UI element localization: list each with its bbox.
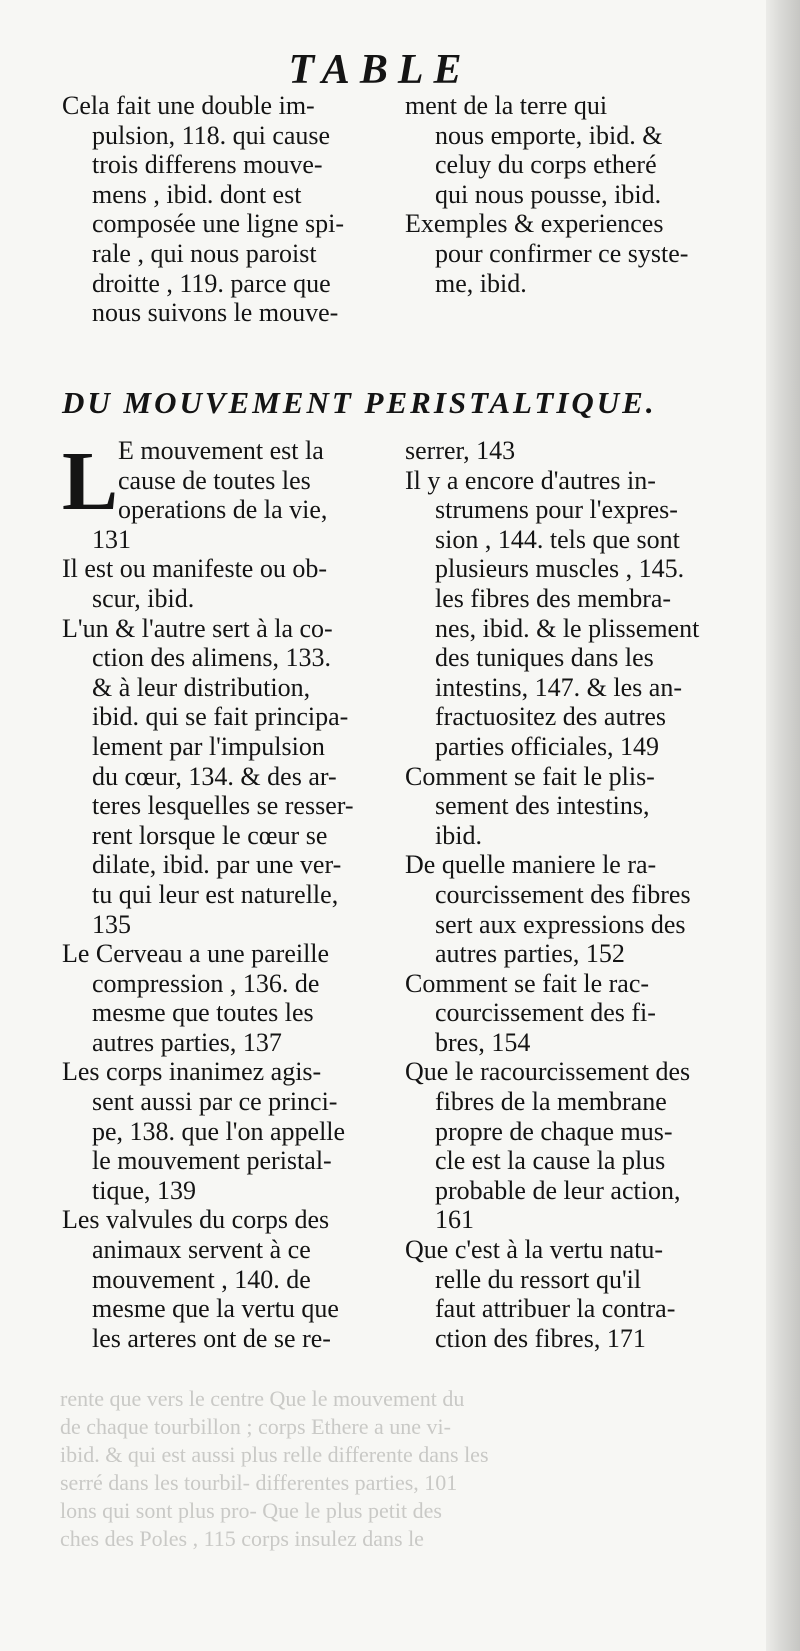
index-line: rent lorsque le cœur se xyxy=(92,820,328,850)
index-line: nes, ibid. & le plissement xyxy=(435,613,700,643)
index-line: autres parties, 137 xyxy=(92,1027,282,1057)
index-line: serrer, 143 xyxy=(405,436,516,465)
index-line: qui nous pousse, ibid. xyxy=(435,179,662,209)
index-line: E mouvement est la xyxy=(118,436,324,465)
section-title: DU MOUVEMENT PERISTALTIQUE. xyxy=(62,385,657,420)
section-right-column xyxy=(405,436,750,1353)
top-left-column xyxy=(62,91,392,328)
index-entry xyxy=(62,554,392,613)
index-line: cle est la cause la plus xyxy=(435,1146,666,1176)
index-line: pe, 138. que l'on appelle xyxy=(92,1116,346,1146)
index-line: ction des fibres, 171 xyxy=(435,1323,646,1353)
index-line: sement des intestins, xyxy=(435,791,650,821)
index-line: Que c'est à la vertu natu- xyxy=(405,1235,664,1265)
index-entry xyxy=(62,91,392,328)
index-line: fractuositez des autres xyxy=(435,702,667,732)
index-line: De quelle maniere le ra- xyxy=(405,850,657,880)
index-line: operations de la vie, xyxy=(118,495,328,525)
index-line: intestins, 147. & les an- xyxy=(435,672,682,702)
index-line: rale , qui nous paroist xyxy=(92,238,317,268)
index-line: ibid. xyxy=(435,820,482,850)
index-line: Que le racourcissement des xyxy=(405,1057,691,1087)
index-line: nous emporte, ibid. & xyxy=(435,120,663,150)
index-line: Il est ou manifeste ou ob- xyxy=(62,554,327,584)
show-through-line: serré dans les tourbil- differentes parties, 101 xyxy=(60,1470,458,1495)
index-line: Les corps inanimez agis- xyxy=(62,1057,322,1087)
index-entry xyxy=(405,1057,750,1235)
index-line: parties officiales, 149 xyxy=(435,731,660,761)
index-line: Les valvules du corps des xyxy=(62,1205,330,1235)
index-line: celuy du corps etheré xyxy=(435,150,657,180)
page-edge xyxy=(766,0,800,1651)
index-line: les arteres ont de se re- xyxy=(92,1323,331,1353)
index-line: 161 xyxy=(435,1205,474,1235)
index-line: 135 xyxy=(92,909,131,939)
index-line: dilate, ibid. par une ver- xyxy=(92,850,342,880)
index-entry xyxy=(405,850,750,968)
drop-cap: L xyxy=(62,435,119,528)
index-line: teres lesquelles se resser- xyxy=(92,791,354,821)
index-line: mens , ibid. dont est xyxy=(92,179,302,209)
index-entry xyxy=(405,762,750,851)
index-line: nous suivons le mouve- xyxy=(92,298,339,328)
index-line: du cœur, 134. & des ar- xyxy=(92,761,337,791)
index-line: me, ibid. xyxy=(435,268,527,298)
index-line: trois differens mouve- xyxy=(92,150,323,180)
index-line: Exemples & experiences xyxy=(405,209,664,239)
index-entry xyxy=(405,969,750,1058)
index-line: le mouvement peristal- xyxy=(92,1146,332,1176)
show-through-line: ches des Poles , 115 corps insulez dans le xyxy=(60,1526,424,1551)
index-line: droitte , 119. parce que xyxy=(92,268,331,298)
index-entry xyxy=(405,209,750,298)
show-through-line: rente que vers le centre Que le mouvement du xyxy=(60,1386,465,1411)
index-line: Le Cerveau a une pareille xyxy=(62,939,330,969)
index-line: ction des alimens, 133. xyxy=(92,643,332,673)
index-line: les fibres des membra- xyxy=(435,583,672,613)
index-entry xyxy=(62,1205,392,1353)
show-through-line: lons qui sont plus pro- Que le plus petit des xyxy=(60,1498,442,1523)
index-line: mesme que la vertu que xyxy=(92,1294,339,1324)
index-line: Comment se fait le rac- xyxy=(405,968,650,998)
index-line: composée une ligne spi- xyxy=(92,209,344,239)
index-line: mesme que toutes les xyxy=(92,998,314,1028)
index-line: 131 xyxy=(92,524,131,554)
index-line: des tuniques dans les xyxy=(435,643,654,673)
index-line: strumens pour l'expres- xyxy=(435,495,678,525)
index-line: pour confirmer ce syste- xyxy=(435,238,689,268)
index-entry xyxy=(405,91,750,209)
index-line: sent aussi par ce princi- xyxy=(92,1087,338,1117)
index-line: autres parties, 152 xyxy=(435,939,625,969)
index-line: mouvement , 140. de xyxy=(92,1264,311,1294)
index-line: Comment se fait le plis- xyxy=(405,761,655,791)
index-line: faut attribuer la contra- xyxy=(435,1294,676,1324)
show-through-text xyxy=(60,1385,750,1645)
index-entry xyxy=(62,939,392,1057)
index-entry xyxy=(405,1235,750,1353)
page-title: TABLE xyxy=(288,47,472,93)
index-line: Il y a encore d'autres in- xyxy=(405,465,656,495)
index-line: tique, 139 xyxy=(92,1175,196,1205)
index-entry xyxy=(405,466,750,762)
index-line: animaux servent à ce xyxy=(92,1235,311,1265)
show-through-line: de chaque tourbillon ; corps Ethere a une vi- xyxy=(60,1414,451,1439)
index-entry xyxy=(62,436,392,554)
index-line: courcissement des fi- xyxy=(435,998,656,1028)
top-right-column xyxy=(405,91,750,298)
index-line: probable de leur action, xyxy=(435,1175,681,1205)
index-line: ment de la terre qui xyxy=(405,91,608,120)
index-line: pulsion, 118. qui cause xyxy=(92,120,331,150)
index-line: tu qui leur est naturelle, xyxy=(92,879,339,909)
index-line: & à leur distribution, xyxy=(92,672,311,702)
index-entry xyxy=(62,1057,392,1205)
index-line: bres, 154 xyxy=(435,1027,531,1057)
index-entry xyxy=(405,436,750,466)
index-line: sert aux expressions des xyxy=(435,909,686,939)
index-line: courcissement des fibres xyxy=(435,879,691,909)
index-line: compression , 136. de xyxy=(92,968,320,998)
show-through-line: ibid. & qui est aussi plus relle differente dans les xyxy=(60,1442,489,1467)
index-line: plusieurs muscles , 145. xyxy=(435,554,685,584)
index-line: L'un & l'autre sert à la co- xyxy=(62,613,333,643)
index-line: scur, ibid. xyxy=(92,583,195,613)
index-line: cause de toutes les xyxy=(118,465,311,495)
index-line: Cela fait une double im- xyxy=(62,91,315,120)
index-line: fibres de la membrane xyxy=(435,1087,667,1117)
index-line: ibid. qui se fait principa- xyxy=(92,702,349,732)
index-line: lement par l'impulsion xyxy=(92,731,325,761)
index-entry xyxy=(62,614,392,940)
index-line: sion , 144. tels que sont xyxy=(435,524,680,554)
section-left-column xyxy=(62,436,392,1353)
index-line: relle du ressort qu'il xyxy=(435,1264,642,1294)
index-line: propre de chaque mus- xyxy=(435,1116,673,1146)
